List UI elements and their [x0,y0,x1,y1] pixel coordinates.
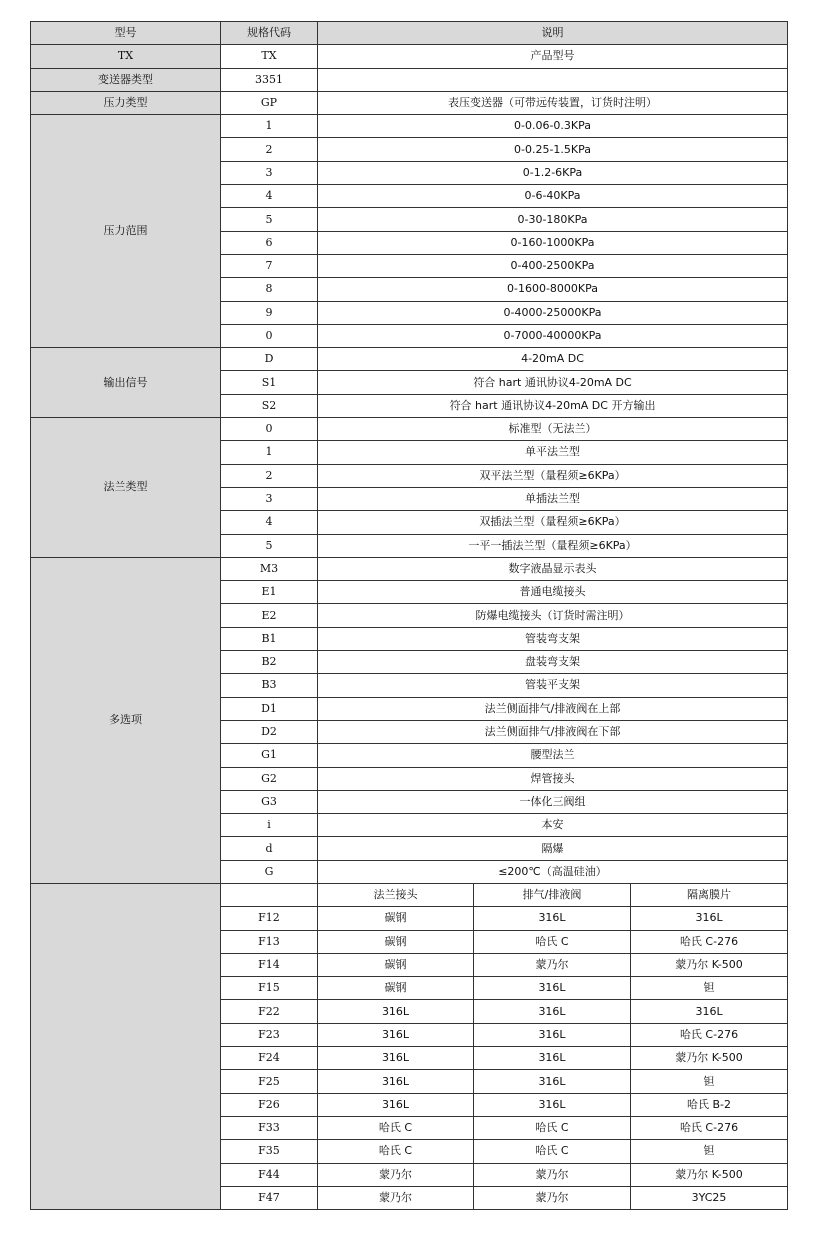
spec-description [318,68,788,91]
spec-description: 0-160-1000KPa [318,231,788,254]
spec-code: 0 [221,418,318,441]
material-code: F12 [221,907,318,930]
spec-description: 0-400-2500KPa [318,254,788,277]
diaphragm-material: 哈氏 C-276 [631,1023,788,1046]
spec-code: E2 [221,604,318,627]
spec-description: 管装弯支架 [318,627,788,650]
diaphragm-material: 哈氏 C-276 [631,930,788,953]
spec-description: 0-0.25-1.5KPa [318,138,788,161]
vent-valve-material: 316L [474,1000,631,1023]
flange-material: 316L [318,1093,474,1116]
spec-description: 一平一插法兰型（量程须≥6KPa） [318,534,788,557]
spec-description: 0-1600-8000KPa [318,278,788,301]
vent-valve-material: 蒙乃尔 [474,1163,631,1186]
flange-material: 碳钢 [318,907,474,930]
flange-material: 316L [318,1023,474,1046]
spec-description: 0-30-180KPa [318,208,788,231]
spec-code: 2 [221,464,318,487]
spec-code: 7 [221,254,318,277]
group-label: 法兰类型 [31,418,221,558]
spec-description: 0-0.06-0.3KPa [318,115,788,138]
material-header-1: 排气/排液阀 [474,883,631,906]
table-row [31,45,788,68]
spec-code: G3 [221,790,318,813]
material-code: F13 [221,930,318,953]
vent-valve-material: 哈氏 C [474,1140,631,1163]
spec-code: TX [221,45,318,68]
flange-material: 316L [318,1047,474,1070]
spec-description: 法兰侧面排气/排液阀在上部 [318,697,788,720]
spec-description: 4-20mA DC [318,348,788,371]
spec-description: 标准型（无法兰） [318,418,788,441]
spec-code: 1 [221,441,318,464]
diaphragm-material: 蒙乃尔 K-500 [631,1163,788,1186]
spec-code: G2 [221,767,318,790]
vent-valve-material: 316L [474,1070,631,1093]
spec-code: D2 [221,720,318,743]
material-code: F33 [221,1116,318,1139]
material-code: F35 [221,1140,318,1163]
spec-code: 9 [221,301,318,324]
vent-valve-material: 蒙乃尔 [474,953,631,976]
flange-material: 碳钢 [318,953,474,976]
diaphragm-material: 蒙乃尔 K-500 [631,953,788,976]
flange-material: 哈氏 C [318,1116,474,1139]
spec-description: 产品型号 [318,45,788,68]
spec-code: M3 [221,557,318,580]
material-header-0: 法兰接头 [318,883,474,906]
spec-description: 0-6-40KPa [318,185,788,208]
material-code: F14 [221,953,318,976]
vent-valve-material: 哈氏 C [474,1116,631,1139]
table-row [31,557,788,580]
spec-description: 0-4000-25000KPa [318,301,788,324]
material-code: F25 [221,1070,318,1093]
spec-code: 3351 [221,68,318,91]
material-code: F44 [221,1163,318,1186]
material-group-label [31,883,221,1209]
spec-description: 符合 hart 通讯协议4-20mA DC 开方输出 [318,394,788,417]
header-description: 说明 [318,22,788,45]
vent-valve-material: 蒙乃尔 [474,1186,631,1209]
spec-code: 2 [221,138,318,161]
material-code: F26 [221,1093,318,1116]
spec-description: 本安 [318,814,788,837]
material-header-2: 隔离膜片 [631,883,788,906]
row-label: TX [31,45,221,68]
material-header-row [31,883,788,906]
spec-description: 法兰侧面排气/排液阀在下部 [318,720,788,743]
table-row [31,418,788,441]
diaphragm-material: 哈氏 B-2 [631,1093,788,1116]
spec-description: 单插法兰型 [318,487,788,510]
vent-valve-material: 哈氏 C [474,930,631,953]
flange-material: 哈氏 C [318,1140,474,1163]
diaphragm-material: 钽 [631,977,788,1000]
spec-description: 单平法兰型 [318,441,788,464]
table-row [31,348,788,371]
spec-table [30,21,788,1210]
diaphragm-material: 316L [631,1000,788,1023]
material-code: F23 [221,1023,318,1046]
group-label: 压力范围 [31,115,221,348]
vent-valve-material: 316L [474,1093,631,1116]
material-code: F47 [221,1186,318,1209]
spec-code: G1 [221,744,318,767]
spec-code: 0 [221,324,318,347]
spec-description: 焊管接头 [318,767,788,790]
spec-description: 符合 hart 通讯协议4-20mA DC [318,371,788,394]
spec-description: 管装平支架 [318,674,788,697]
vent-valve-material: 316L [474,907,631,930]
flange-material: 蒙乃尔 [318,1163,474,1186]
header-code: 规格代码 [221,22,318,45]
table-row [31,115,788,138]
spec-code: 4 [221,511,318,534]
vent-valve-material: 316L [474,1047,631,1070]
spec-code: 3 [221,161,318,184]
row-label: 变送器类型 [31,68,221,91]
table-header-row [31,22,788,45]
spec-description: 隔爆 [318,837,788,860]
spec-description: 数字液晶显示表头 [318,557,788,580]
spec-code: B2 [221,651,318,674]
spec-description: 普通电缆接头 [318,581,788,604]
spec-code: 5 [221,534,318,557]
flange-material: 碳钢 [318,977,474,1000]
material-code-header [221,883,318,906]
spec-code: 1 [221,115,318,138]
spec-description: 盘装弯支架 [318,651,788,674]
spec-code: D1 [221,697,318,720]
table-row [31,91,788,114]
diaphragm-material: 哈氏 C-276 [631,1116,788,1139]
material-code: F15 [221,977,318,1000]
spec-table-body [31,22,788,1210]
spec-code: 5 [221,208,318,231]
flange-material: 蒙乃尔 [318,1186,474,1209]
spec-code: 3 [221,487,318,510]
flange-material: 316L [318,1070,474,1093]
vent-valve-material: 316L [474,977,631,1000]
diaphragm-material: 钽 [631,1140,788,1163]
material-code: F22 [221,1000,318,1023]
flange-material: 316L [318,1000,474,1023]
spec-code: E1 [221,581,318,604]
spec-description: 腰型法兰 [318,744,788,767]
diaphragm-material: 蒙乃尔 K-500 [631,1047,788,1070]
row-label: 压力类型 [31,91,221,114]
diaphragm-material: 3YC25 [631,1186,788,1209]
spec-code: G [221,860,318,883]
vent-valve-material: 316L [474,1023,631,1046]
diaphragm-material: 钽 [631,1070,788,1093]
group-label: 输出信号 [31,348,221,418]
spec-description: 0-1.2-6KPa [318,161,788,184]
spec-code: d [221,837,318,860]
spec-code: D [221,348,318,371]
spec-code: 6 [221,231,318,254]
group-label: 多选项 [31,557,221,883]
spec-description: 0-7000-40000KPa [318,324,788,347]
spec-code: B3 [221,674,318,697]
header-model: 型号 [31,22,221,45]
spec-code: S2 [221,394,318,417]
spec-code: i [221,814,318,837]
spec-description: 表压变送器（可带远传装置，订货时注明） [318,91,788,114]
spec-code: S1 [221,371,318,394]
spec-description: 双平法兰型（量程须≥6KPa） [318,464,788,487]
spec-description: 防爆电缆接头（订货时需注明） [318,604,788,627]
spec-description: 双插法兰型（量程须≥6KPa） [318,511,788,534]
spec-code: GP [221,91,318,114]
diaphragm-material: 316L [631,907,788,930]
spec-code: B1 [221,627,318,650]
flange-material: 碳钢 [318,930,474,953]
spec-description: 一体化三阀组 [318,790,788,813]
table-row [31,68,788,91]
spec-description: ≤200℃（高温硅油） [318,860,788,883]
spec-code: 4 [221,185,318,208]
spec-code: 8 [221,278,318,301]
material-code: F24 [221,1047,318,1070]
